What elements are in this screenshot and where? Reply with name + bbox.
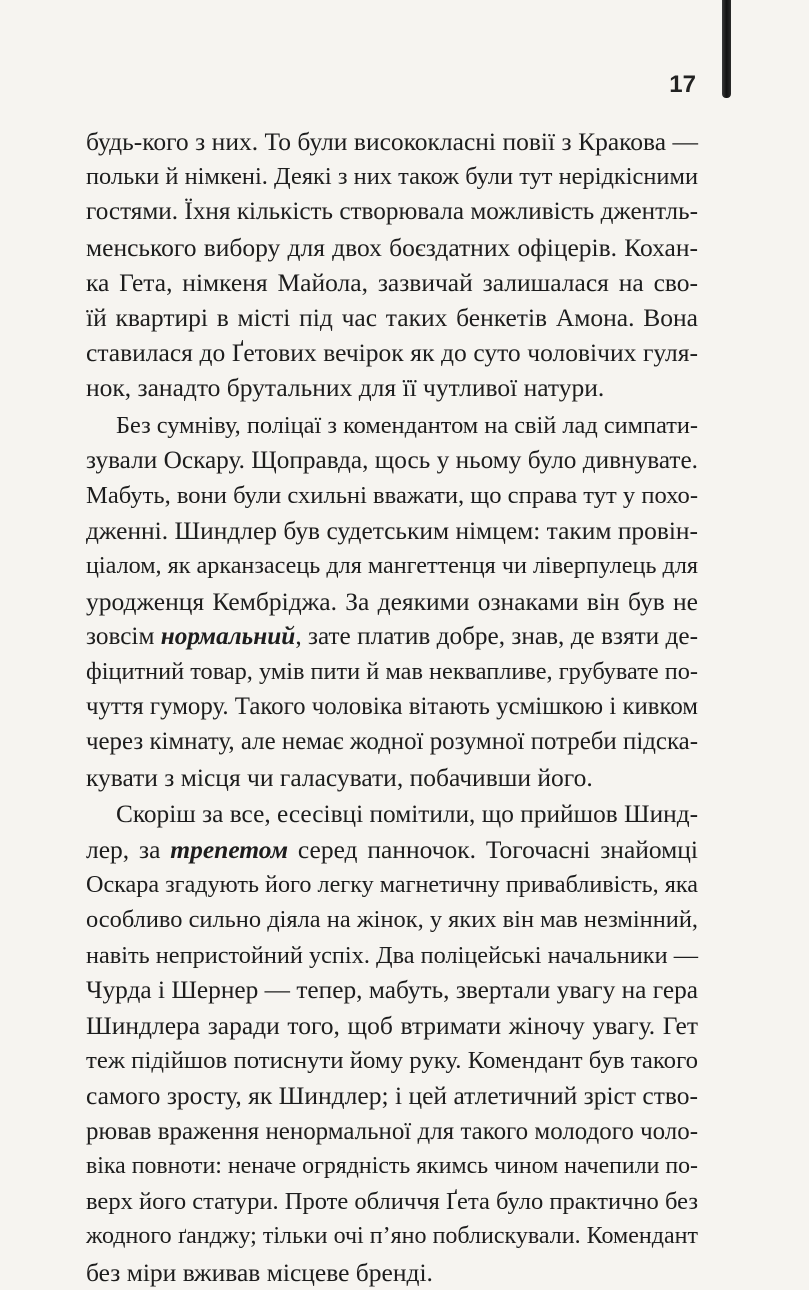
text-run: серед панночок. Тогочасні знайомці bbox=[288, 835, 698, 865]
text-line: польки й німкені. Деякі з них також були тут нерідкісними bbox=[86, 163, 698, 191]
text-line: рював враження ненормальної для такого молодого чоло- bbox=[86, 1117, 698, 1145]
text-line: менського вибору для двох боєздатних офіцерів. Кохан- bbox=[86, 232, 698, 262]
emphasized-word: нормальний bbox=[160, 621, 296, 650]
text-line: чуття гумору. Такого чоловіка вітають усмішкою і кивком bbox=[86, 693, 698, 721]
body-text bbox=[86, 124, 698, 1290]
paragraph-3 bbox=[86, 797, 698, 1290]
paragraph-1 bbox=[86, 124, 698, 406]
text-line: ка Гета, німкеня Майола, зазвичай залишалася на сво- bbox=[86, 267, 698, 297]
text-line: Чурда і Шернер — тепер, мабуть, звертали увагу на гера bbox=[86, 975, 698, 1004]
text-line: через кімнату, але немає жодної розумної потреби підска- bbox=[86, 728, 698, 756]
text-line: без міри вживав місцеве бренді. bbox=[86, 1257, 433, 1287]
text-line: самого зросту, як Шиндлер; і цей атлетичний зріст ство- bbox=[86, 1081, 698, 1111]
text-line: віка повноти: неначе огрядність якимсь чином начепили по- bbox=[86, 1152, 698, 1179]
text-run: зовсім bbox=[86, 621, 161, 650]
text-line: кувати з місця чи галасувати, побачивши його. bbox=[86, 762, 593, 792]
text-line: Оскара згадують його легку магнетичну привабливість, яка bbox=[86, 871, 698, 899]
text-line: Без сумніву, поліцаї з комендантом на свій лад симпати- bbox=[116, 411, 698, 439]
text-line bbox=[86, 619, 698, 654]
text-line bbox=[86, 832, 698, 867]
paragraph-2 bbox=[86, 408, 698, 795]
text-line: ціалом, як арканзасець для мангеттенця чи ліверпулець для bbox=[86, 552, 698, 580]
text-line: навіть непристойний успіх. Два поліцейські начальники — bbox=[86, 941, 698, 969]
text-line: уродженця Кембріджа. За деякими ознаками він був не bbox=[86, 586, 698, 616]
text-line: зували Оскару. Щоправда, щось у ньому було дивнувате. bbox=[86, 445, 698, 474]
text-run: , зате платив добре, знав, де взяти де- bbox=[295, 621, 698, 650]
text-line: дженні. Шиндлер був судетським німцем: таким провін- bbox=[86, 516, 698, 546]
text-line: Шиндлера заради того, щоб втримати жіночу увагу. Гет bbox=[86, 1011, 698, 1041]
emphasized-word: трепетом bbox=[170, 835, 289, 865]
page-number: 17 bbox=[669, 71, 696, 98]
text-line: гостями. Їхня кількість створювала можливість джентль- bbox=[86, 198, 698, 226]
text-line: Скоріш за все, есесівці помітили, що прийшов Шинд- bbox=[116, 799, 698, 828]
text-line: їй квартирі в місті під час таких бенкетів Амона. Вона bbox=[86, 303, 698, 333]
text-line: будь-кого з них. То були висококласні повії з Кракова — bbox=[86, 127, 698, 156]
text-line: Мабуть, вони були схильні вважати, що справа тут у похо- bbox=[86, 482, 698, 510]
text-line: особливо сильно діяла на жінок, у яких він мав незмінний, bbox=[86, 906, 698, 934]
text-line: нок, занадто брутальних для її чутливої натури. bbox=[86, 373, 605, 403]
text-run: лер, за bbox=[86, 835, 171, 865]
page-binding-edge bbox=[722, 0, 731, 98]
text-line: жодного ґанджу; тільки очі п’яно поблискували. Комендант bbox=[86, 1223, 698, 1250]
text-line: ставилася до Ґетових вечірок як до суто чоловічих гуля- bbox=[86, 338, 698, 368]
text-line: верх його статури. Проте обличчя Ґета було практично без bbox=[86, 1188, 698, 1216]
text-line: теж підійшов потиснути йому руку. Комендант був такого bbox=[86, 1047, 698, 1075]
text-line: фіцитний товар, умів пити й мав неквапливе, грубувате по- bbox=[86, 658, 698, 686]
